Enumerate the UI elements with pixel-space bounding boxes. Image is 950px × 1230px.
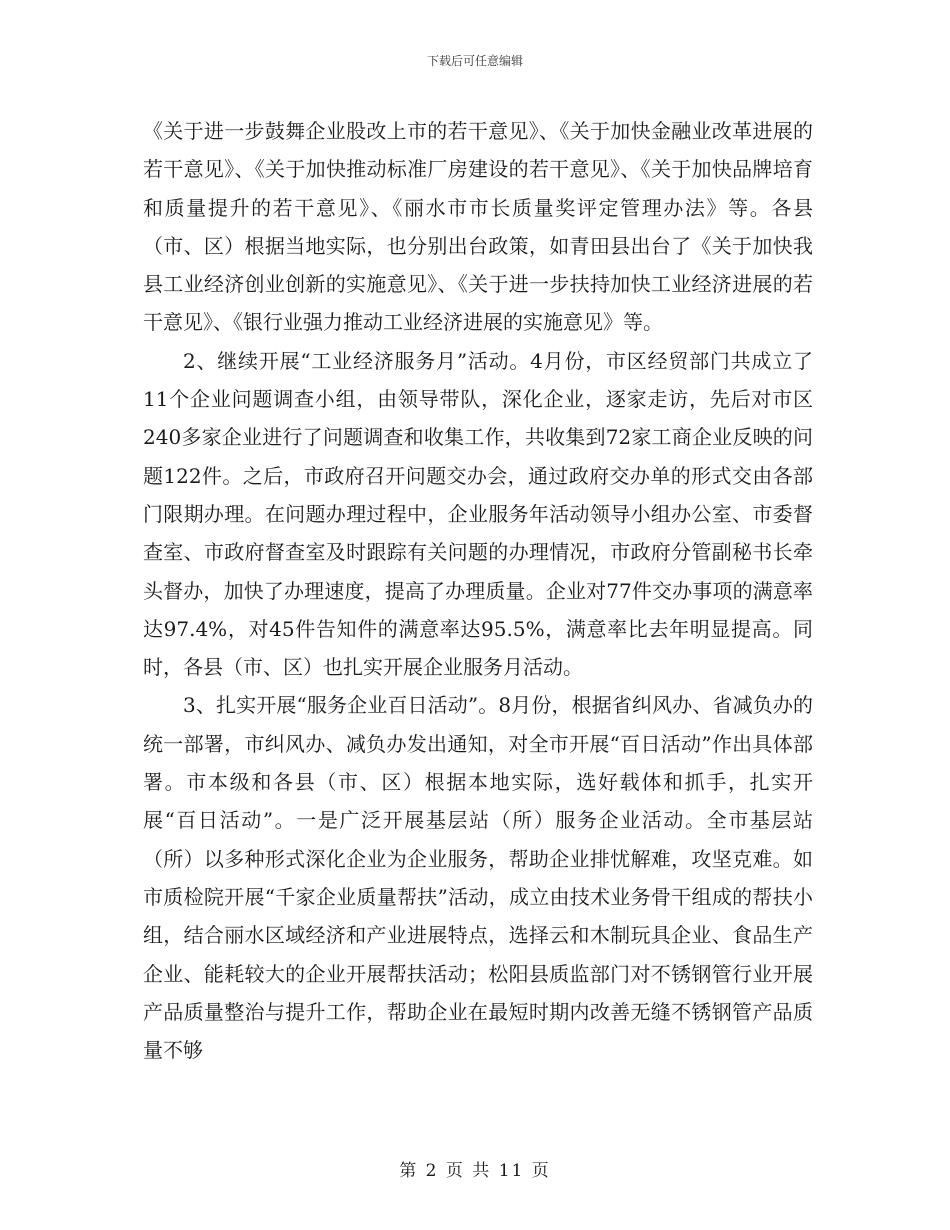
- document-body: [143, 112, 813, 1069]
- paragraph-hundred-days: 3、扎实开展“服务企业百日活动”。8月份，根据省纠风办、省减负办的统一部署，市纠风办、减负办发出通知，对全市开展“百日活动”作出具体部署。市本级和各县（市、区）根据本地实际，选好载体和抓手，扎实开展“百日活动”。一是广泛开展基层站（所）服务企业活动。全市基层站（所）以多种形式深化企业为企业服务，帮助企业排忧解难，攻坚克难。如市质检院开展“千家企业质量帮扶”活动，成立由技术业务骨干组成的帮扶小组，结合丽水区域经济和产业进展特点，选择云和木制玩具企业、食品生产企业、能耗较大的企业开展帮扶活动；松阳县质监部门对不锈钢管行业开展产品质量整治与提升工作，帮助企业在最短时期内改善无缝不锈钢管产品质量不够: [143, 693, 813, 1063]
- paragraph-service-month: 2、继续开展“工业经济服务月”活动。4月份，市区经贸部门共成立了11个企业问题调查小组，由领导带队，深化企业，逐家走访，先后对市区240多家企业进行了问题调查和收集工作，共收集到72家工商企业反映的问题122件。之后，市政府召开问题交办会，通过政府交办单的形式交由各部门限期办理。在问题办理过程中，企业服务年活动领导小组办公室、市委督查室、市政府督查室及时跟踪有关问题的办理情况，市政府分管副秘书长牵头督办，加快了办理速度，提高了办理质量。企业对77件交办事项的满意率达97.4%，对45件告知件的满意率达95.5%，满意率比去年明显提高。同时，各县（市、区）也扎实开展企业服务月活动。: [143, 348, 813, 680]
- page-header: 下载后可任意编辑: [426, 54, 523, 68]
- page-number: 第 2 页 共 11 页: [399, 1161, 551, 1181]
- paragraph-continued: 《关于进一步鼓舞企业股改上市的若干意见》、《关于加快金融业改革进展的若干意见》、《关于加快推动标准厂房建设的若干意见》、《关于加快品牌培育和质量提升的若干意见》、《丽水市市长质量奖评定管理办法》等。各县（市、区）根据当地实际，也分别出台政策，如青田县出台了《关于加快我县工业经济创业创新的实施意见》、《关于进一步扶持加快工业经济进展的若干意见》、《银行业强力推动工业经济进展的实施意见》等。: [143, 119, 813, 335]
